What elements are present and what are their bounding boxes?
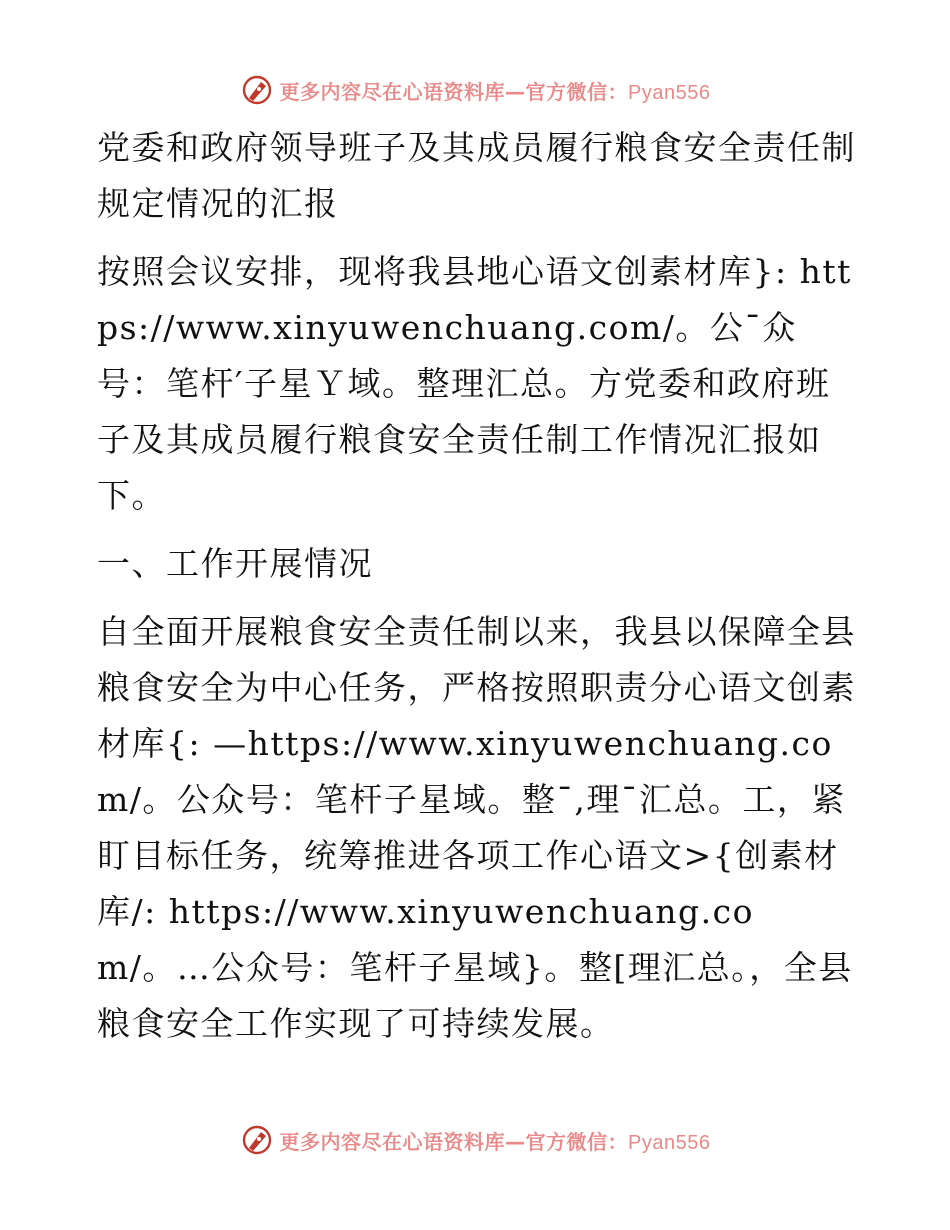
paragraph-intro: 按照会议安排，现将我县地心语文创素材库}: https://www.xinyuwenchuang.com/。公¯众号：笔杆′子星Ｙ域。整理汇总。方党委和政府班子及其成员履行粮食安全责任制工作情况汇报如下。 <box>97 252 852 515</box>
document-body <box>97 120 857 1052</box>
paragraph-body: 自全面开展粮食安全责任制以来，我县以保障全县粮食安全为中心任务，严格按照职责分心语文创素材库{: —https://www.xinyuwenchuang.com/。公众号：笔杆子星域。整¯,理¯汇总。工，紧盯目标任务，统筹推进各项工作心语文>{创素材库/: https://www.xinyuwenchuang.com/。…公众号：笔杆子星域}。整[理汇总。，全县粮食安全工作实现了可持续发展。 <box>97 612 856 1043</box>
watermark-text: 更多内容尽在心语资料库—官方微信：Pyan556 <box>279 1129 711 1154</box>
section-heading: 一、工作开展情况 <box>97 544 373 583</box>
pen-nib-logo-icon <box>240 73 274 107</box>
wechat-id: Pyan556 <box>628 1131 711 1154</box>
footer-watermark-banner <box>0 1120 950 1160</box>
wechat-id: Pyan556 <box>628 81 711 104</box>
header-watermark-banner <box>0 70 950 110</box>
pen-nib-logo-icon <box>240 1123 274 1157</box>
document-title: 党委和政府领导班子及其成员履行粮食安全责任制规定情况的汇报 <box>97 128 856 223</box>
watermark-text: 更多内容尽在心语资料库—官方微信：Pyan556 <box>279 79 711 104</box>
